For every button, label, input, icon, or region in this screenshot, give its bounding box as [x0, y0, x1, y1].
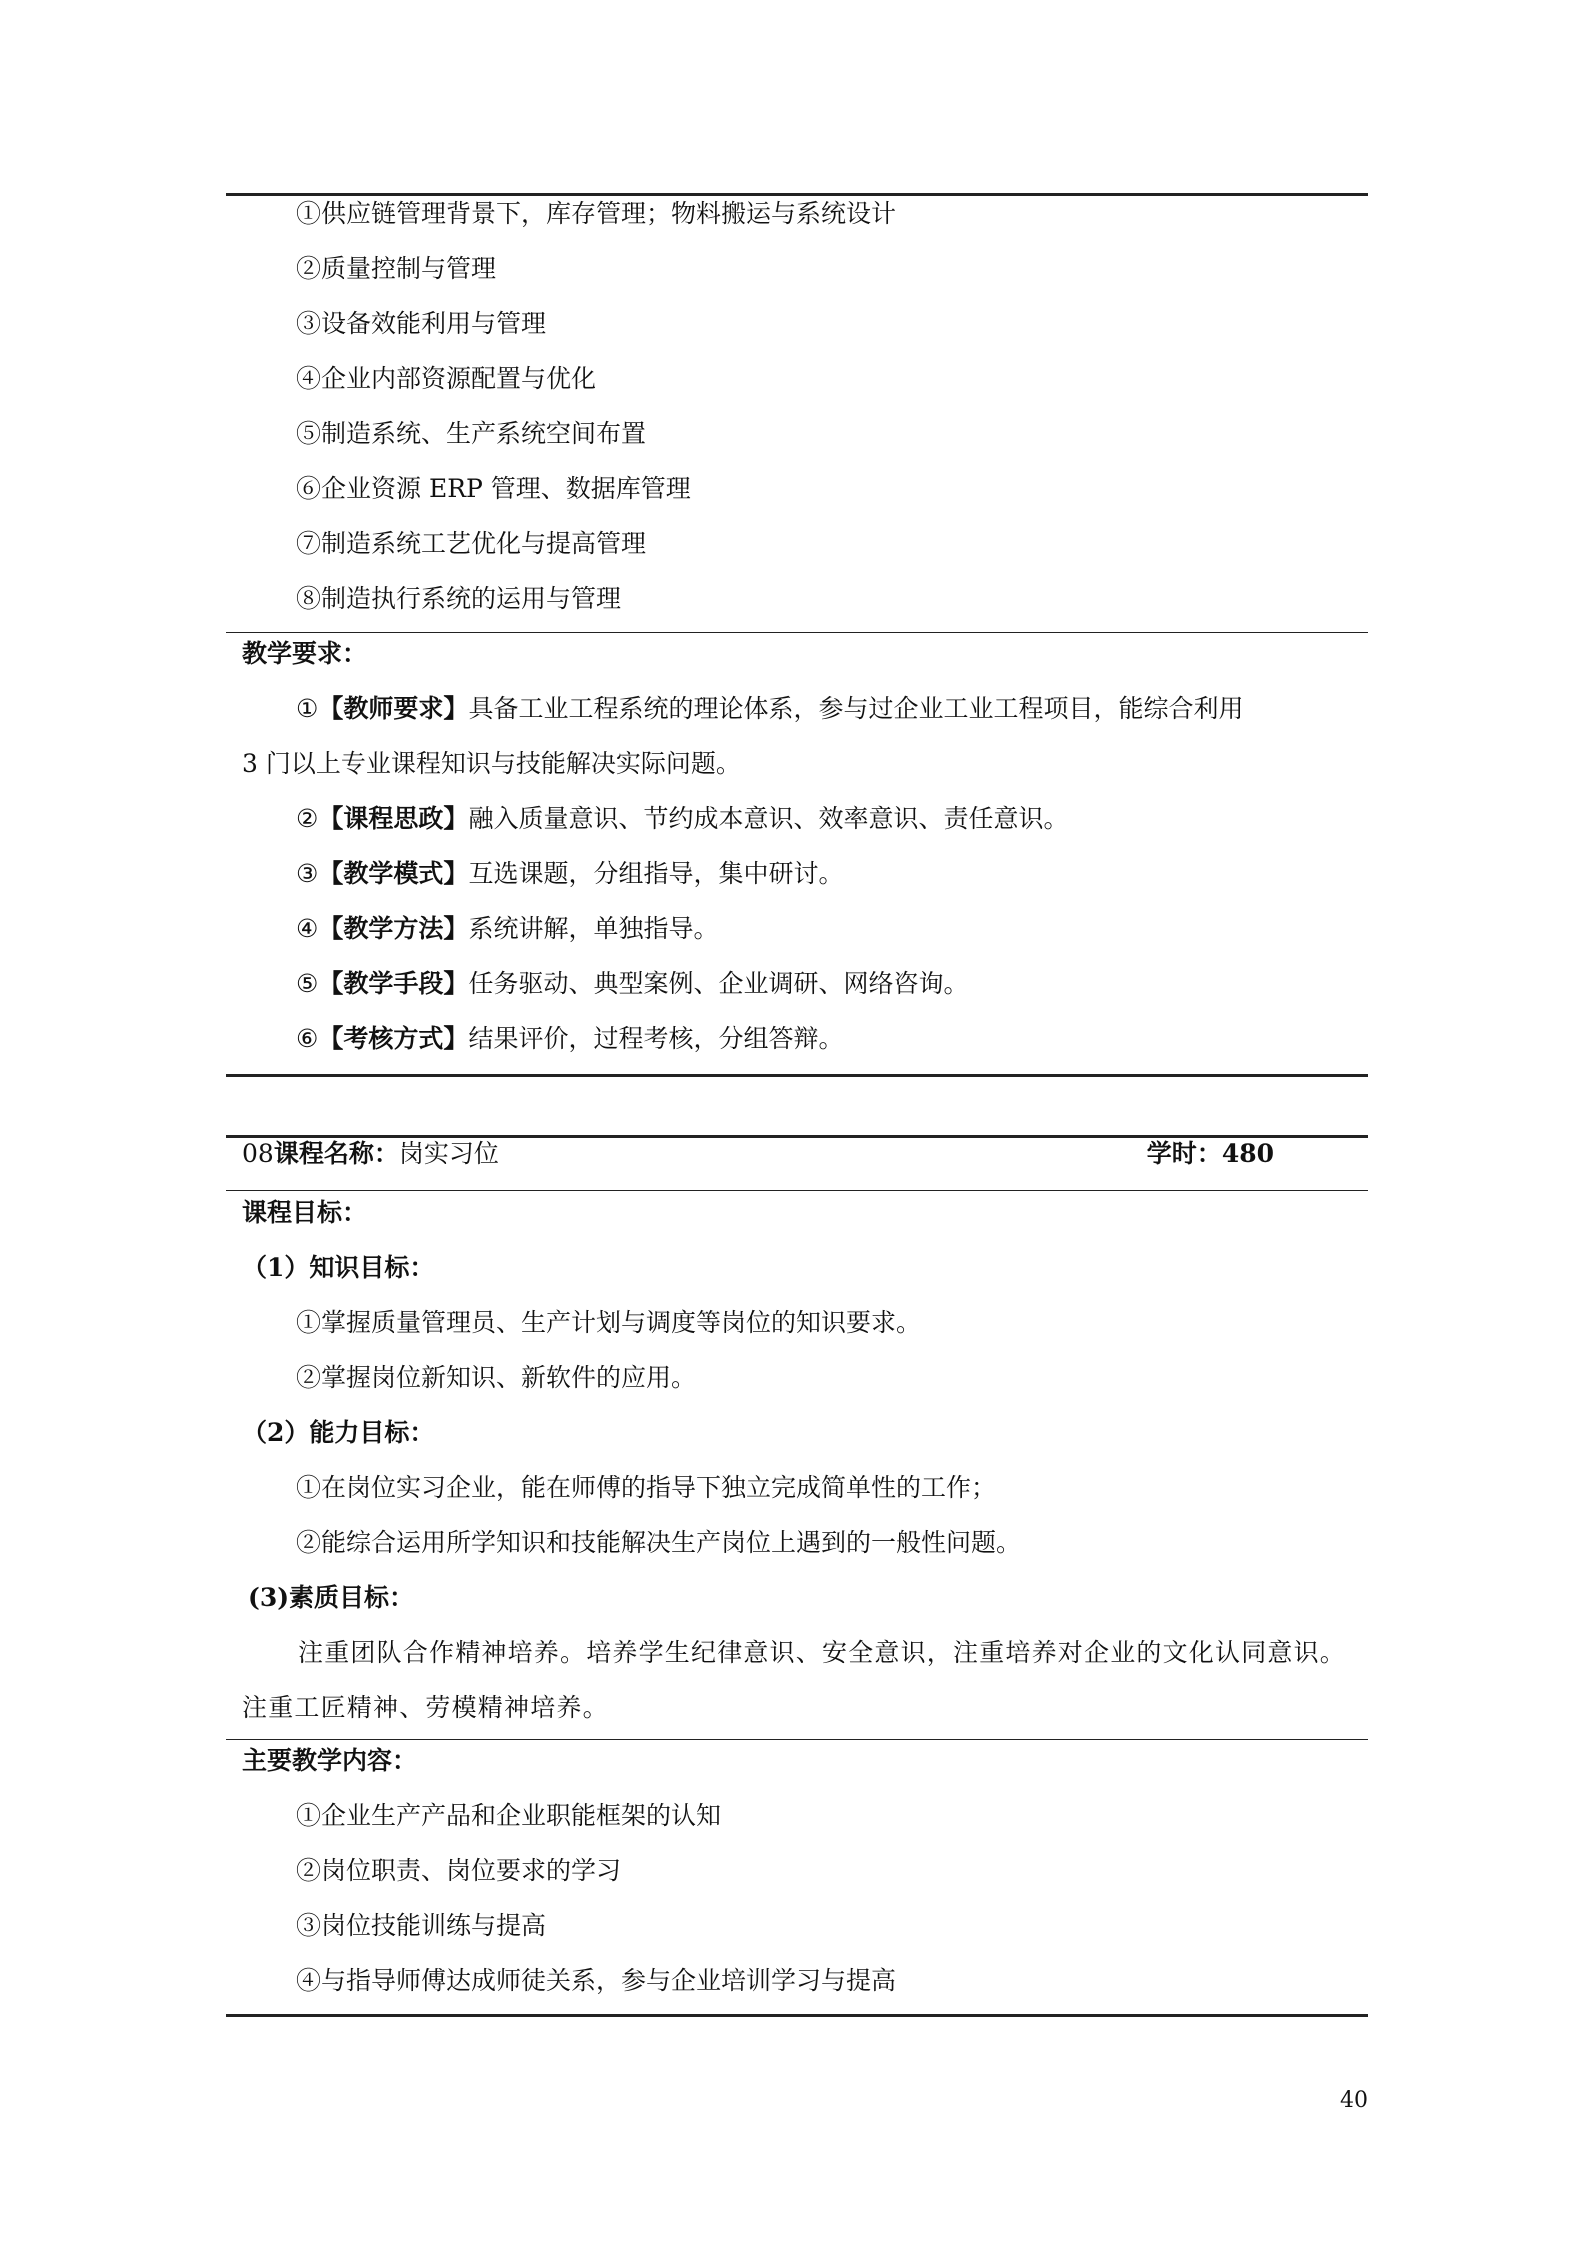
section-heading: 教学要求：: [242, 639, 368, 668]
hours-label: 学时：: [1146, 1139, 1222, 1168]
table-bottom-rule: [226, 2014, 1368, 2017]
course-hours: [1147, 1126, 1274, 1181]
item-number: ②: [296, 804, 319, 833]
requirement-text: 具备工业工程系统的理论体系，参与过企业工业工程项目，能综合利用: [468, 694, 1244, 723]
list-item: ②掌握岗位新知识、新软件的应用。: [296, 1363, 697, 1392]
requirement-item: [226, 791, 1368, 846]
quality-paragraph: 注重团队合作精神培养。培养学生纪律意识、安全意识，注重培养对企业的文化认同意识。注重工匠精神、劳模精神培养。: [242, 1638, 1347, 1722]
requirement-continuation: 3 门以上专业课程知识与技能解决实际问题。: [242, 749, 741, 778]
list-item: ②岗位职责、岗位要求的学习: [296, 1856, 622, 1885]
requirement-text: 融入质量意识、节约成本意识、效率意识、责任意识。: [468, 804, 1069, 833]
list-item: ⑧制造执行系统的运用与管理: [296, 584, 622, 613]
list-item: ⑥企业资源 ERP 管理、数据库管理: [296, 474, 691, 503]
table-bottom-rule: [226, 1074, 1368, 1077]
requirement-item: [226, 846, 1368, 901]
list-item: ⑦制造系统工艺优化与提高管理: [296, 529, 647, 558]
requirement-text: 结果评价，过程考核，分组答辩。: [468, 1024, 844, 1053]
requirement-tag: 【教师要求】: [318, 694, 469, 723]
item-number: ⑥: [296, 1024, 319, 1053]
item-number: ⑤: [296, 969, 319, 998]
main-content: [226, 1733, 1368, 2008]
course-goals: [226, 1185, 1368, 1735]
subsection-heading: （1）知识目标：: [242, 1253, 435, 1282]
list-item: ②质量控制与管理: [296, 254, 497, 283]
requirement-item: [226, 956, 1368, 1011]
requirement-tag: 【教学模式】: [318, 859, 469, 888]
requirement-item: [226, 681, 1368, 736]
requirement-item: [226, 1011, 1368, 1066]
page-number: 40: [1340, 2088, 1368, 2113]
requirement-text: 任务驱动、典型案例、企业调研、网络咨询。: [468, 969, 969, 998]
list-item: ④企业内部资源配置与优化: [296, 364, 597, 393]
section-heading: 主要教学内容：: [242, 1746, 418, 1775]
course-name-label: 课程名称：: [273, 1139, 399, 1168]
section-heading: 课程目标：: [242, 1198, 368, 1227]
hours-value: 480: [1221, 1139, 1274, 1168]
item-number: ④: [296, 914, 319, 943]
list-item: ⑤制造系统、生产系统空间布置: [296, 419, 647, 448]
content-list: [226, 186, 1368, 626]
item-number: ①: [296, 694, 319, 723]
list-item: ①供应链管理背景下，库存管理；物料搬运与系统设计: [296, 199, 897, 228]
item-number: ③: [296, 859, 319, 888]
list-item: ①掌握质量管理员、生产计划与调度等岗位的知识要求。: [296, 1308, 922, 1337]
list-item: ④与指导师傅达成师徒关系，参与企业培训学习与提高: [296, 1966, 897, 1995]
requirement-item: [226, 901, 1368, 956]
teaching-requirements: [226, 626, 1368, 1066]
list-item: ②能综合运用所学知识和技能解决生产岗位上遇到的一般性问题。: [296, 1528, 1022, 1557]
subsection-heading: (3)素质目标：: [248, 1583, 415, 1612]
requirement-text: 互选课题，分组指导，集中研讨。: [468, 859, 844, 888]
list-item: ③岗位技能训练与提高: [296, 1911, 547, 1940]
requirement-tag: 【教学手段】: [318, 969, 469, 998]
subsection-heading: （2）能力目标：: [242, 1418, 435, 1447]
list-item: ①企业生产产品和企业职能框架的认知: [296, 1801, 722, 1830]
requirement-text: 系统讲解，单独指导。: [468, 914, 719, 943]
course-number: 08: [242, 1139, 274, 1168]
list-item: ③设备效能利用与管理: [296, 309, 547, 338]
requirement-tag: 【课程思政】: [318, 804, 469, 833]
requirement-tag: 【考核方式】: [318, 1024, 469, 1053]
list-item: ①在岗位实习企业，能在师傅的指导下独立完成简单性的工作；: [296, 1473, 997, 1502]
course-title-row: [242, 1126, 1342, 1181]
requirement-tag: 【教学方法】: [318, 914, 469, 943]
course-name: 岗实习位: [398, 1139, 499, 1168]
